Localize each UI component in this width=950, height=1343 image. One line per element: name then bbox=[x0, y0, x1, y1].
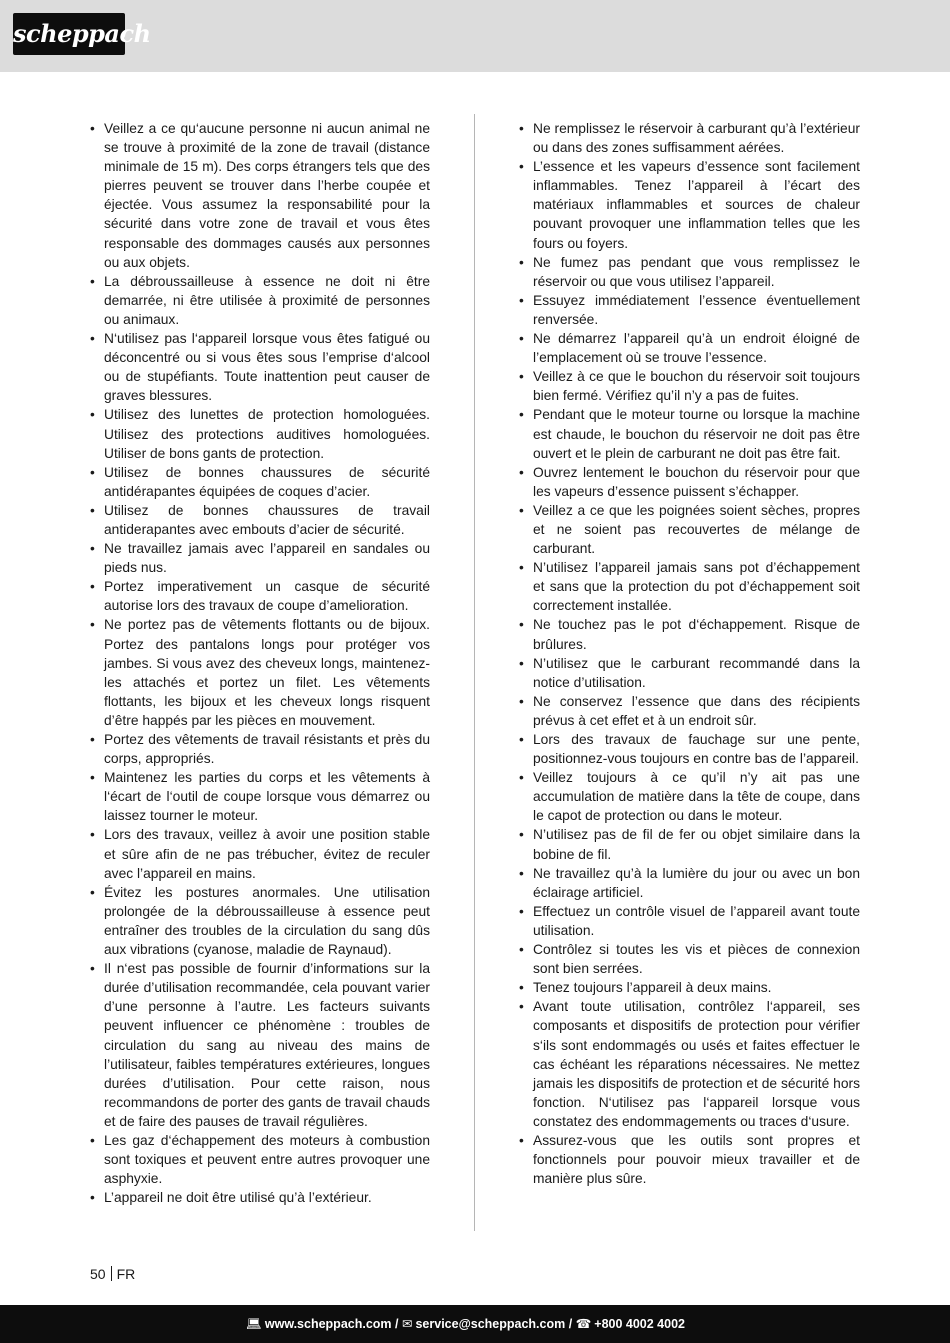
list-item: • Avant toute utilisation, contrôlez l‘appareil, ses composants et dispositifs de protection pour vérifier s‘ils sont endommagés ou usés et faites effectuer le cas échéant les réparations nécessaires. Ne mettez jamais les dispositifs de protection et de sécurité hors fonction. N‘utilisez pas l‘appareil lorsque vous constatez des endommagements ou traces d‘usure. bbox=[519, 997, 860, 1131]
contact-separator: / bbox=[395, 1317, 399, 1331]
safety-list-left bbox=[90, 119, 430, 1207]
brand-logo: scheppach bbox=[13, 13, 125, 55]
envelope-icon: ✉︎ bbox=[401, 1317, 413, 1331]
list-item: • Les gaz d‘échappement des moteurs à combustion sont toxiques et peuvent entre autres provoquer une asphyxie. bbox=[90, 1131, 430, 1188]
page-number-value: 50 bbox=[90, 1266, 106, 1282]
list-item: • Ne touchez pas le pot d‘échappement. Risque de brûlures. bbox=[519, 615, 860, 653]
contact-separator: / bbox=[568, 1317, 573, 1331]
list-item: • N’utilisez l’appareil jamais sans pot d’échappement et sans que la protection du pot d’échappement soit correctement installée. bbox=[519, 558, 860, 615]
list-item: • Ne travaillez jamais avec l’appareil en sandales ou pieds nus. bbox=[90, 539, 430, 577]
list-item: • Portez des vêtements de travail résistants et près du corps, appropriés. bbox=[90, 730, 430, 768]
column-divider bbox=[474, 114, 475, 1231]
telephone-icon: ☎︎ bbox=[575, 1317, 592, 1331]
list-item: • Ouvrez lentement le bouchon du réservoir pour que les vapeurs d’essence puissent s’échapper. bbox=[519, 463, 860, 501]
left-column bbox=[90, 119, 430, 1207]
list-item: • Assurez-vous que les outils sont propres et fonctionnels pour pouvoir mieux travailler et de manière plus sûre. bbox=[519, 1131, 860, 1188]
list-item: • Tenez toujours l’appareil à deux mains. bbox=[519, 978, 860, 997]
list-item: • Contrôlez si toutes les vis et pièces de connexion sont bien serrées. bbox=[519, 940, 860, 978]
list-item: • Veillez a ce qu‘aucune personne ni aucun animal ne se trouve à proximité de la zone de travail (distance minimale de 15 m). Des corps étrangers tels que des pierres peuvent se trouver dans l’herbe coupée et éjectée. Vous assumez la responsabilité pour la sécurité dans votre zone de travail et vous êtes responsable des dommages causés aux personnes ou aux objets. bbox=[90, 119, 430, 272]
list-item: • Ne démarrez l’appareil qu’à un endroit éloigné de l’emplacement où se trouve l’essence. bbox=[519, 329, 860, 367]
list-item: • Ne fumez pas pendant que vous remplissez le réservoir ou que vous utilisez l’appareil. bbox=[519, 253, 860, 291]
list-item: • Il n‘est pas possible de fournir d’informations sur la durée d’utilisation recommandée, cela pouvant varier d’une personne à l’autre. Les facteurs suivants peuvent influencer ce phénomène : troubles de circulation du sang au niveau des mains de l’utilisateur, faibles températures extérieures, longues durées d’utilisation. Pour cette raison, nous recommandons de porter des gants de travail chauds et de faire des pauses de travail régulières. bbox=[90, 959, 430, 1131]
page-number bbox=[90, 1265, 135, 1283]
list-item: • Utilisez de bonnes chaussures de travail antiderapantes avec embouts d’acier de sécurité. bbox=[90, 501, 430, 539]
list-item: • Effectuez un contrôle visuel de l’appareil avant toute utilisation. bbox=[519, 902, 860, 940]
website-link[interactable]: www.scheppach.com bbox=[264, 1317, 392, 1331]
header-band bbox=[0, 0, 950, 72]
list-item: • Évitez les postures anormales. Une utilisation prolongée de la débroussailleuse à essence peut entraîner des troubles de la circulation du sang dûs aux vibrations (cyanose, maladie de Raynaud). bbox=[90, 883, 430, 959]
phone-link[interactable]: +800 4002 4002 bbox=[594, 1317, 685, 1331]
contact-bar bbox=[0, 1305, 950, 1343]
list-item: • Veillez toujours à ce qu’il n’y ait pas une accumulation de matière dans la tête de coupe, dans le capot de protection ou dans le moteur. bbox=[519, 768, 860, 825]
list-item: • N‘utilisez pas l‘appareil lorsque vous êtes fatigué ou déconcentré ou si vous êtes sous l’emprise d‘alcool ou de stupéfiants. Toute inattention peut causer de graves blessures. bbox=[90, 329, 430, 405]
contact-line bbox=[246, 1305, 685, 1343]
list-item: • L’essence et les vapeurs d’essence sont facilement inflammables. Tenez l’appareil à l’écart des matériaux inflammables et sources de chaleur pouvant provoquer une inflammation telles que les fours ou foyers. bbox=[519, 157, 860, 252]
list-item: • Pendant que le moteur tourne ou lorsque la machine est chaude, le bouchon du réservoir ne doit pas être ouvert et le plein de carburant ne doit pas être fait. bbox=[519, 405, 860, 462]
list-item: • N’utilisez pas de fil de fer ou objet similaire dans la bobine de fil. bbox=[519, 825, 860, 863]
email-link[interactable]: service@scheppach.com bbox=[415, 1317, 566, 1331]
safety-list-right bbox=[519, 119, 860, 1188]
list-item: • Essuyez immédiatement l’essence éventuellement renversée. bbox=[519, 291, 860, 329]
list-item: • Ne conservez l’essence que dans des récipients prévus à cet effet et à un endroit sûr. bbox=[519, 692, 860, 730]
list-item: • Lors des travaux, veillez à avoir une position stable et sûre afin de ne pas trébucher, évitez de reculer avec l’appareil en mains. bbox=[90, 825, 430, 882]
list-item: • Utilisez des lunettes de protection homologuées. Utilisez des protections auditives homologuées. Utiliser de bons gants de protection. bbox=[90, 405, 430, 462]
list-item: • Portez imperativement un casque de sécurité autorise lors des travaux de coupe d’amelioration. bbox=[90, 577, 430, 615]
list-item: • Veillez à ce que le bouchon du réservoir soit toujours bien fermé. Vérifiez qu’il n’y a pas de fuites. bbox=[519, 367, 860, 405]
list-item: • Lors des travaux de fauchage sur une pente, positionnez-vous toujours en contre bas de l’appareil. bbox=[519, 730, 860, 768]
list-item: • Ne travaillez qu’à la lumière du jour ou avec un bon éclairage artificiel. bbox=[519, 864, 860, 902]
list-item: • Ne remplissez le réservoir à carburant qu’à l’extérieur ou dans des zones suffisamment aérées. bbox=[519, 119, 860, 157]
right-column bbox=[519, 119, 860, 1188]
list-item: • La débroussailleuse à essence ne doit ni être demarrée, ni être utilisée à proximité de personnes ou animaux. bbox=[90, 272, 430, 329]
list-item: • Ne portez pas de vêtements flottants ou de bijoux. Portez des pantalons longs pour protéger vos jambes. Si vous avez des cheveux longs, maintenez-les attachés et portez un filet. Les vêtements flottants, les bijoux et les cheveux longs risquent d’être happés par les pièces en mouvement. bbox=[90, 615, 430, 730]
list-item: • N’utilisez que le carburant recommandé dans la notice d’utilisation. bbox=[519, 654, 860, 692]
computer-icon: 💻︎ bbox=[246, 1317, 262, 1331]
language-code: FR bbox=[116, 1266, 136, 1282]
list-item: • L’appareil ne doit être utilisé qu’à l’extérieur. bbox=[90, 1188, 430, 1207]
list-item: • Veillez a ce que les poignées soient sèches, propres et ne soient pas recouvertes de mélange de carburant. bbox=[519, 501, 860, 558]
list-item: • Maintenez les parties du corps et les vêtements à l‘écart de l‘outil de coupe lorsque vous démarrez ou laissez tourner le moteur. bbox=[90, 768, 430, 825]
list-item: • Utilisez de bonnes chaussures de sécurité antidérapantes équipées de coques d’acier. bbox=[90, 463, 430, 501]
page-number-separator bbox=[111, 1266, 112, 1281]
